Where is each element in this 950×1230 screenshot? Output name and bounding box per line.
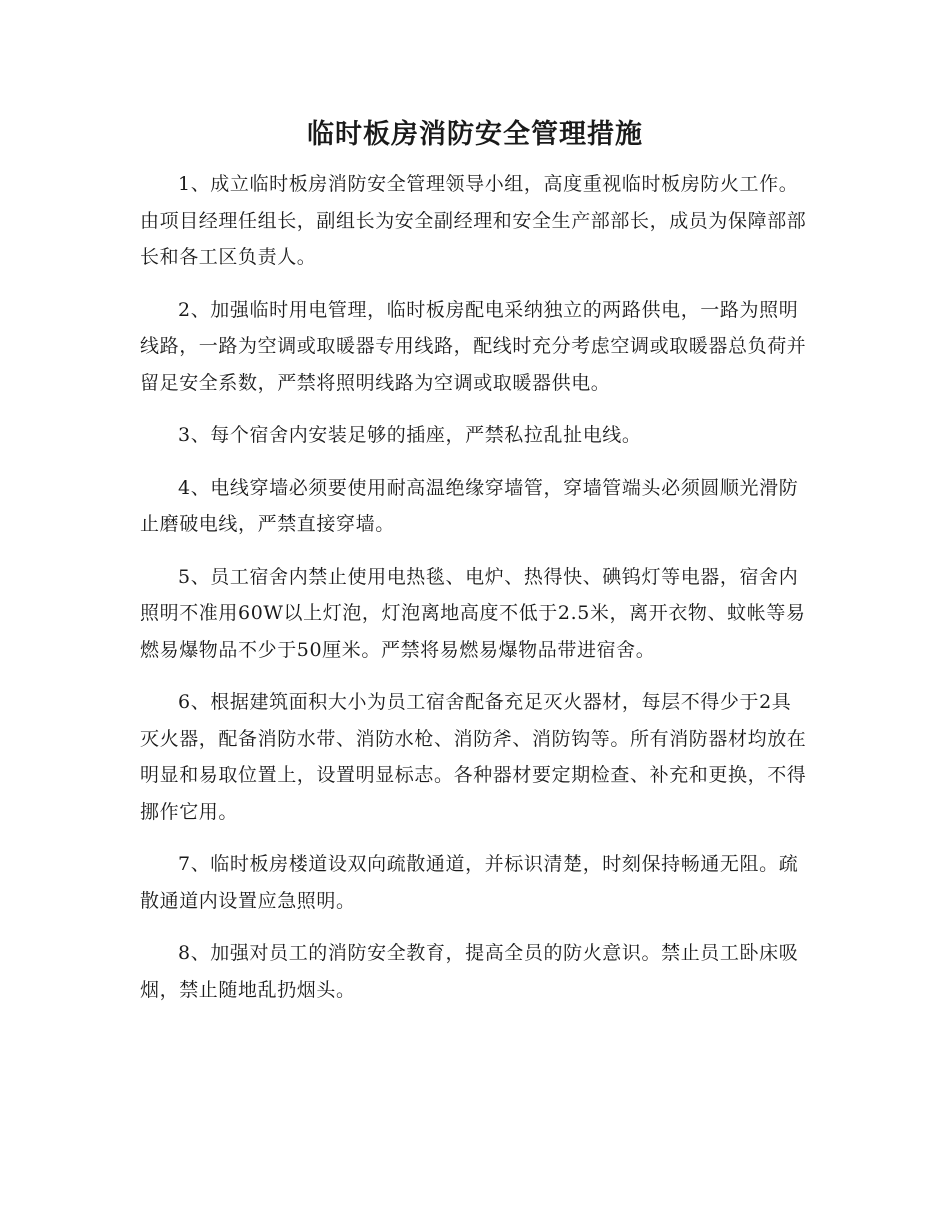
document-body — [140, 166, 810, 1024]
document-title: 临时板房消防安全管理措施 — [307, 119, 643, 150]
paragraph-5: 5、员工宿舍内禁止使用电热毯、电炉、热得快、碘钨灯等电器，宿舍内照明不准用60W以上灯泡，灯泡离地高度不低于2.5米，离开衣物、蚊帐等易燃易爆物品不少于50厘米。严禁将易燃易爆物品带进宿舍。 — [140, 565, 806, 661]
paragraph-2: 2、加强临时用电管理，临时板房配电采纳独立的两路供电，一路为照明线路，一路为空调或取暖器专用线路，配线时充分考虑空调或取暖器总负荷并留足安全系数，严禁将照明线路为空调或取暖器供电。 — [140, 298, 807, 394]
paragraph-8: 8、加强对员工的消防安全教育，提高全员的防火意识。禁止员工卧床吸烟，禁止随地乱扔烟头。 — [140, 942, 799, 1001]
paragraph-7: 7、临时板房楼道设双向疏散通道，并标识清楚，时刻保持畅通无阻。疏散通道内设置应急照明。 — [140, 853, 799, 912]
paragraph-1: 1、成立临时板房消防安全管理领导小组，高度重视临时板房防火工作。由项目经理任组长，副组长为安全副经理和安全生产部部长，成员为保障部部长和各工区负责人。 — [140, 173, 807, 268]
paragraph-4: 4、电线穿墙必须要使用耐高温绝缘穿墙管，穿墙管端头必须圆顺光滑防止磨破电线，严禁直接穿墙。 — [140, 476, 799, 535]
paragraph-6: 6、根据建筑面积大小为员工宿舍配备充足灭火器材，每层不得少于2具灭火器，配备消防水带、消防水枪、消防斧、消防钩等。所有消防器材均放在明显和易取位置上，设置明显标志。各种器材要定期检查、补充和更换，不得挪作它用。 — [140, 691, 807, 823]
paragraph-3: 3、每个宿舍内安装足够的插座，严禁私拉乱扯电线。 — [178, 424, 642, 446]
